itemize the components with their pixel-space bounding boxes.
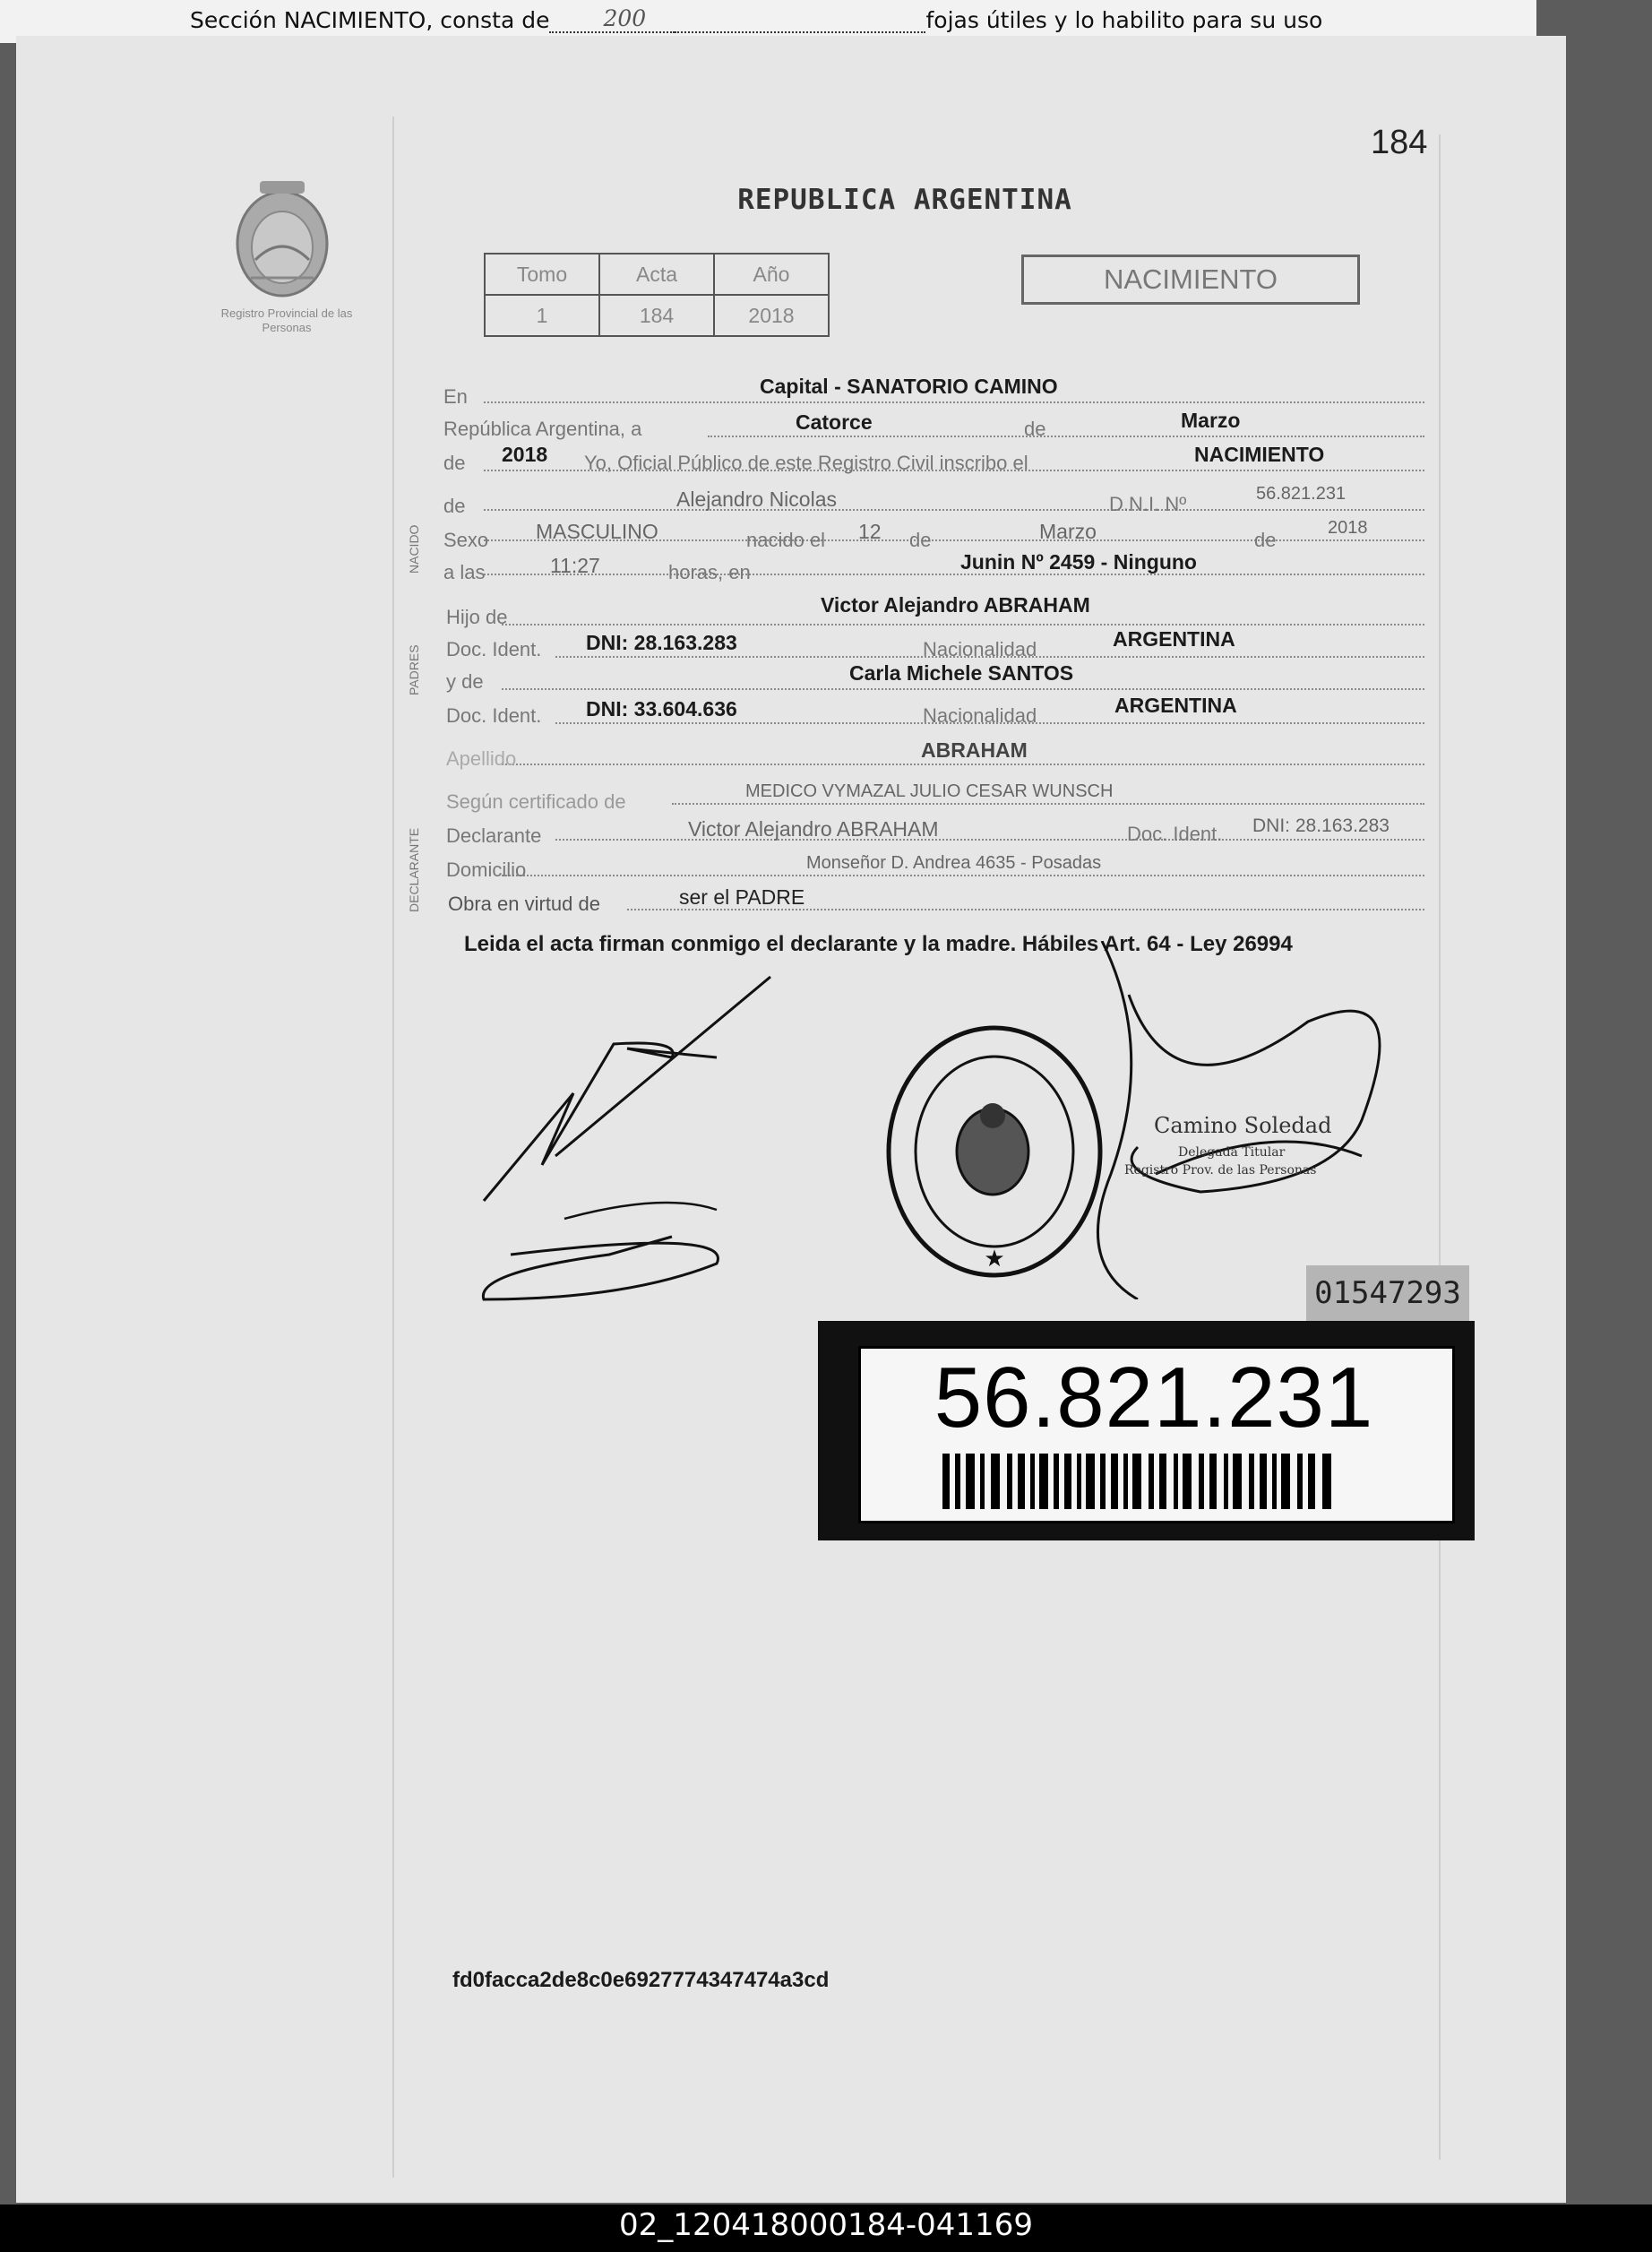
left-margin-line (392, 116, 394, 2178)
record-number-table (484, 253, 830, 337)
table-value-ano: 2018 (714, 295, 829, 336)
serial-code: 01547293 (1306, 1265, 1469, 1321)
table-header-acta: Acta (599, 254, 714, 295)
side-label-padres: PADRES (407, 644, 421, 695)
birth-place-value: Junin Nº 2459 - Ninguno (960, 550, 1197, 574)
segun-value: MEDICO VYMAZAL JULIO CESAR WUNSCH (745, 781, 1114, 801)
nacionalidad2-label: Nacionalidad (923, 704, 1037, 727)
child-name-value: Alejandro Nicolas (676, 488, 837, 511)
birth-month-value: Marzo (1039, 520, 1097, 543)
dni-stamp-number: 56.821.231 (934, 1350, 1374, 1445)
de-label: de (1024, 418, 1046, 440)
table-value-tomo: 1 (485, 295, 599, 336)
month-value: Marzo (1181, 409, 1241, 432)
domicilio-label: Domicilio (446, 859, 527, 881)
registry-label: Registro Provincial de las Personas (220, 306, 353, 334)
father-dni-value: DNI: 28.163.283 (586, 631, 737, 654)
obra-value: ser el PADRE (679, 885, 805, 909)
record-table-header-row (485, 254, 829, 295)
declarant-signature (466, 959, 869, 1317)
doc3-label: Doc. Ident. (1127, 823, 1223, 845)
inscribe-value: NACIMIENTO (1194, 443, 1325, 466)
officer-stamp-name: Camino Soledad (1154, 1113, 1332, 1138)
document-hash: fd0facca2de8c0e6927774347474a3cd (452, 1968, 830, 1992)
horas-label: horas, en (668, 561, 751, 583)
apellido-label: Apellido (446, 747, 517, 770)
birth-year-value: 2018 (1328, 518, 1368, 538)
sexo-value: MASCULINO (536, 520, 658, 543)
doc2-label: Doc. Ident. (446, 704, 542, 727)
svg-text:★: ★ (984, 1246, 1005, 1273)
header-text-before: Sección NACIMIENTO, consta de (190, 7, 550, 33)
table-value-acta: 184 (599, 295, 714, 336)
dni-label: D.N.I. Nº (1109, 493, 1187, 515)
en-label: En (443, 385, 468, 408)
side-label-declarante: DECLARANTE (407, 827, 421, 912)
mother-name-value: Carla Michele SANTOS (849, 661, 1074, 685)
republica-label: República Argentina, a (443, 418, 642, 440)
doc-label: Doc. Ident. (446, 638, 542, 660)
day-value: Catorce (796, 410, 873, 434)
document-title: REPUBLICA ARGENTINA (737, 184, 1072, 216)
time-value: 11:27 (550, 554, 600, 577)
year-value: 2018 (502, 443, 548, 466)
hijo-label: Hijo de (446, 606, 508, 628)
nacionalidad-label: Nacionalidad (923, 638, 1037, 660)
nacido-label: nacido el (746, 529, 826, 551)
closing-statement: Leida el acta firman conmigo el declarante y la madre. Hábiles Art. 64 - Ley 26994 (464, 932, 1293, 956)
de3-label: de (443, 495, 466, 517)
right-margin-line (1439, 134, 1441, 2160)
sexo-label: Sexo (443, 529, 489, 551)
table-header-ano: Año (714, 254, 829, 295)
officer-stamp-role: Delegada Titular (1178, 1145, 1286, 1160)
province-emblem-icon (224, 170, 340, 305)
officer-stamp-org: Registro Prov. de las Personas (1124, 1163, 1317, 1178)
declarante-label: Declarante (446, 824, 542, 847)
header-text-after: fojas útiles y lo habilito para su uso (925, 7, 1323, 33)
header-dotted-fill (549, 5, 675, 33)
obra-label: Obra en virtud de (448, 893, 600, 915)
mother-dni-value: DNI: 33.604.636 (586, 697, 737, 720)
en-value: Capital - SANATORIO CAMINO (760, 375, 1058, 398)
record-table-value-row (485, 295, 829, 336)
header-handwritten-count: 200 (603, 5, 647, 31)
oficial-text: Yo, Oficial Público de este Registro Civil inscribo el (584, 452, 1028, 474)
de4-label: de (909, 529, 932, 551)
mother-nationality-value: ARGENTINA (1114, 694, 1237, 717)
de5-label: de (1254, 529, 1277, 551)
yde-label: y de (446, 670, 484, 693)
page-number: 184 (1371, 124, 1428, 161)
domicilio-value: Monseñor D. Andrea 4635 - Posadas (806, 853, 1102, 873)
child-dni-value: 56.821.231 (1256, 484, 1347, 504)
record-type-box: NACIMIENTO (1021, 255, 1360, 305)
dni-barcode (942, 1454, 1337, 1509)
book-header-text (190, 5, 1322, 33)
father-name-value: Victor Alejandro ABRAHAM (821, 593, 1090, 617)
declarante-dni-value: DNI: 28.163.283 (1252, 815, 1390, 836)
birth-day-value: 12 (858, 520, 882, 543)
alas-label: a las (443, 561, 486, 583)
declarante-value: Victor Alejandro ABRAHAM (688, 817, 939, 841)
table-header-tomo: Tomo (485, 254, 599, 295)
apellido-value: ABRAHAM (921, 738, 1028, 762)
side-label-nacido: NACIDO (407, 524, 421, 574)
de2-label: de (443, 452, 466, 474)
father-nationality-value: ARGENTINA (1113, 627, 1235, 651)
footer-document-id: 02_120418000184-041169 (619, 2207, 1033, 2243)
segun-label: Según certificado de (446, 790, 626, 813)
